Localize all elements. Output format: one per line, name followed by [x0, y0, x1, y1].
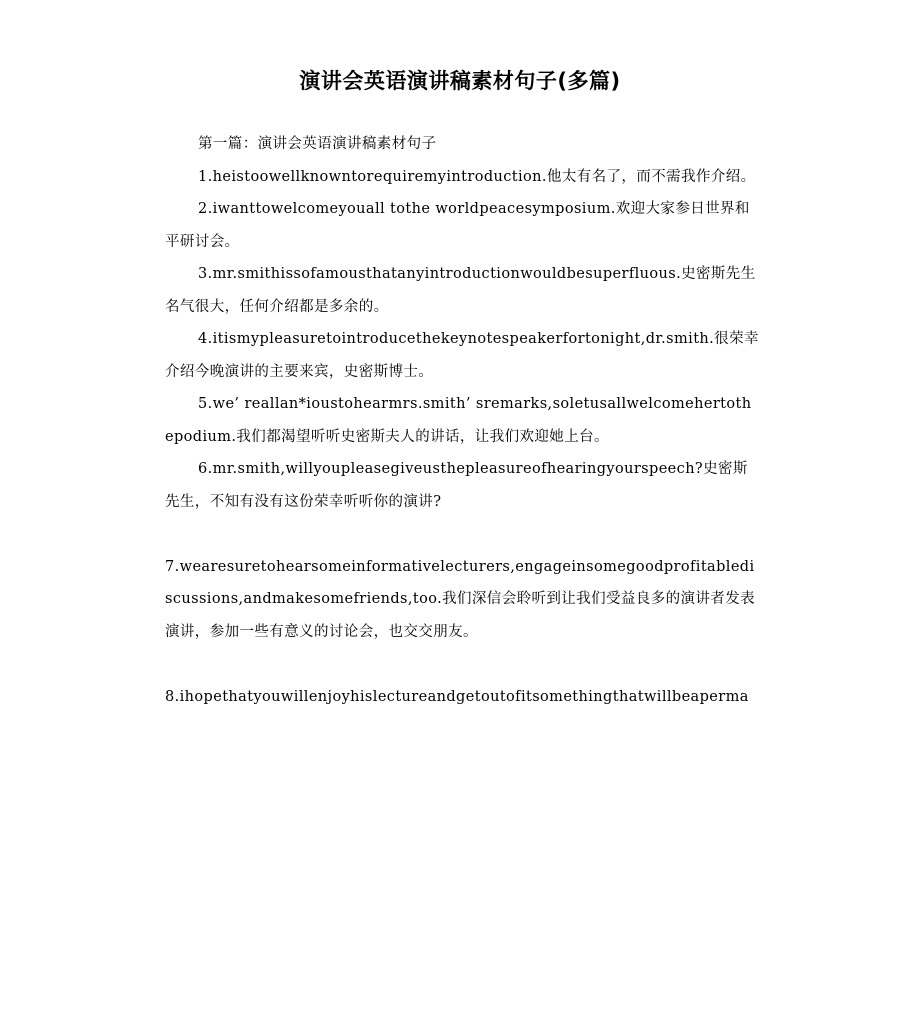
- paragraph-1: 1.heistoowellknowntorequiremyintroduction.他太有名了，而不需我作介绍。: [198, 168, 756, 185]
- paragraph-7: 7.wearesuretohearsomeinformativelecturers,engageinsomegoodprofitablediscussions,andmakesomefriends,too.我们深信会聆听到让我们受益良多的演讲者发表演讲，参加一些有意义的讨论会，也交交朋友。: [165, 558, 755, 640]
- section-heading: 第一篇：演讲会英语演讲稿素材句子: [198, 136, 437, 152]
- paragraph-8: 8.ihopethatyouwillenjoyhislectureandgetoutofitsomethingthatwillbeaperma: [165, 688, 749, 705]
- paragraph-3: 3.mr.smithissofamousthatanyintroductionwouldbesuperfluous.史密斯先生名气很大，任何介绍都是多余的。: [165, 266, 756, 315]
- document-body: [165, 128, 759, 713]
- paragraph-2: 2.iwanttowelcomeyouall tothe worldpeacesymposium.欢迎大家参日世界和平研讨会。: [165, 201, 750, 250]
- paragraph-6: 6.mr.smith,willyoupleasegiveusthepleasureofhearingyourspeech?史密斯先生，不知有没有这份荣幸听听你的演讲?: [165, 461, 748, 510]
- paragraph-5: 5.we’ reallan*ioustohearmrs.smith’ sremarks,soletusallwelcomehertothepodium.我们都渴望听听史密斯夫人的讲话，让我们欢迎她上台。: [165, 396, 752, 445]
- paragraph-4: 4.itismypleasuretointroducethekeynotespeakerfortonight,dr.smith.很荣幸介绍今晚演讲的主要来宾，史密斯博士。: [165, 331, 759, 380]
- page-title: 演讲会英语演讲稿素材句子(多篇): [299, 69, 621, 93]
